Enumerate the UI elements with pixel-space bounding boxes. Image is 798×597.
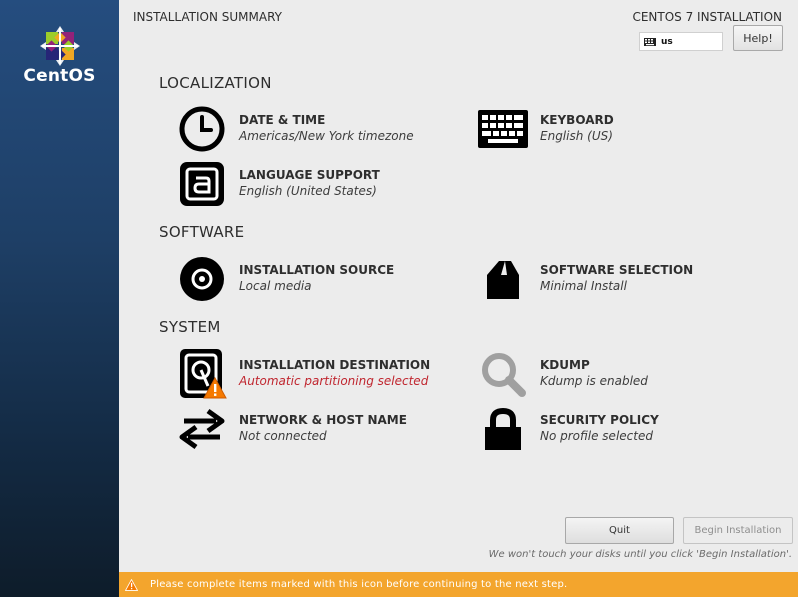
brand-name: CentOS (23, 66, 96, 86)
section-title-software: SOFTWARE (159, 223, 245, 241)
spoke-status: Local media (239, 279, 312, 293)
spoke-kdump[interactable] (478, 349, 778, 399)
clock-icon (178, 105, 226, 153)
section-title-localization: LOCALIZATION (159, 74, 272, 92)
spoke-title: INSTALLATION DESTINATION (239, 358, 431, 372)
spoke-status: English (US) (540, 129, 613, 143)
spoke-status: No profile selected (540, 429, 653, 443)
spoke-title: LANGUAGE SUPPORT (239, 168, 380, 182)
spoke-network-hostname[interactable] (177, 404, 477, 454)
warning-icon (203, 377, 227, 399)
spoke-software-selection[interactable] (478, 254, 778, 304)
keyboard-icon (478, 110, 528, 148)
spoke-date-time[interactable] (177, 104, 477, 154)
keyboard-layout-label: us (661, 36, 673, 47)
begin-installation-button[interactable]: Begin Installation (683, 517, 793, 544)
spoke-language-support[interactable] (177, 159, 477, 209)
network-arrows-icon (178, 407, 226, 451)
main-panel (119, 0, 798, 572)
spoke-title: INSTALLATION SOURCE (239, 263, 395, 277)
lock-icon (483, 407, 523, 451)
spoke-keyboard[interactable] (478, 104, 778, 154)
spoke-security-policy[interactable] (478, 404, 778, 454)
spoke-status: Not connected (239, 429, 327, 443)
page-title: INSTALLATION SUMMARY (133, 10, 282, 24)
quit-button[interactable]: Quit (565, 517, 674, 544)
spoke-title: NETWORK & HOST NAME (239, 413, 407, 427)
centos-logo-icon (38, 24, 82, 68)
section-title-system: SYSTEM (159, 318, 221, 336)
spoke-installation-source[interactable] (177, 254, 477, 304)
warning-text: Please complete items marked with this icon before continuing to the next step. (150, 579, 568, 590)
product-title: CENTOS 7 INSTALLATION (632, 10, 782, 24)
warning-icon (125, 579, 138, 591)
spoke-status: Kdump is enabled (540, 374, 648, 388)
spoke-title: SECURITY POLICY (540, 413, 659, 427)
sidebar (0, 0, 119, 597)
help-button[interactable]: Help! (733, 25, 783, 51)
keyboard-layout-indicator[interactable] (639, 32, 723, 51)
spoke-status: English (United States) (239, 184, 377, 198)
spoke-status: Americas/New York timezone (239, 129, 414, 143)
disk-note: We won't touch your disks until you click 'Begin Installation'. (488, 549, 792, 560)
warning-bar (119, 572, 798, 597)
spoke-status: Minimal Install (540, 279, 627, 293)
keyboard-small-icon (644, 38, 656, 46)
spoke-title: DATE & TIME (239, 113, 326, 127)
spoke-status-warning: Automatic partitioning selected (239, 374, 429, 388)
spoke-title: KEYBOARD (540, 113, 614, 127)
spoke-installation-destination[interactable] (177, 349, 477, 399)
disc-icon (179, 256, 225, 302)
language-icon (179, 161, 225, 207)
spoke-title: SOFTWARE SELECTION (540, 263, 694, 277)
spoke-title: KDUMP (540, 358, 590, 372)
package-icon (485, 257, 521, 301)
magnifier-icon (480, 351, 526, 397)
